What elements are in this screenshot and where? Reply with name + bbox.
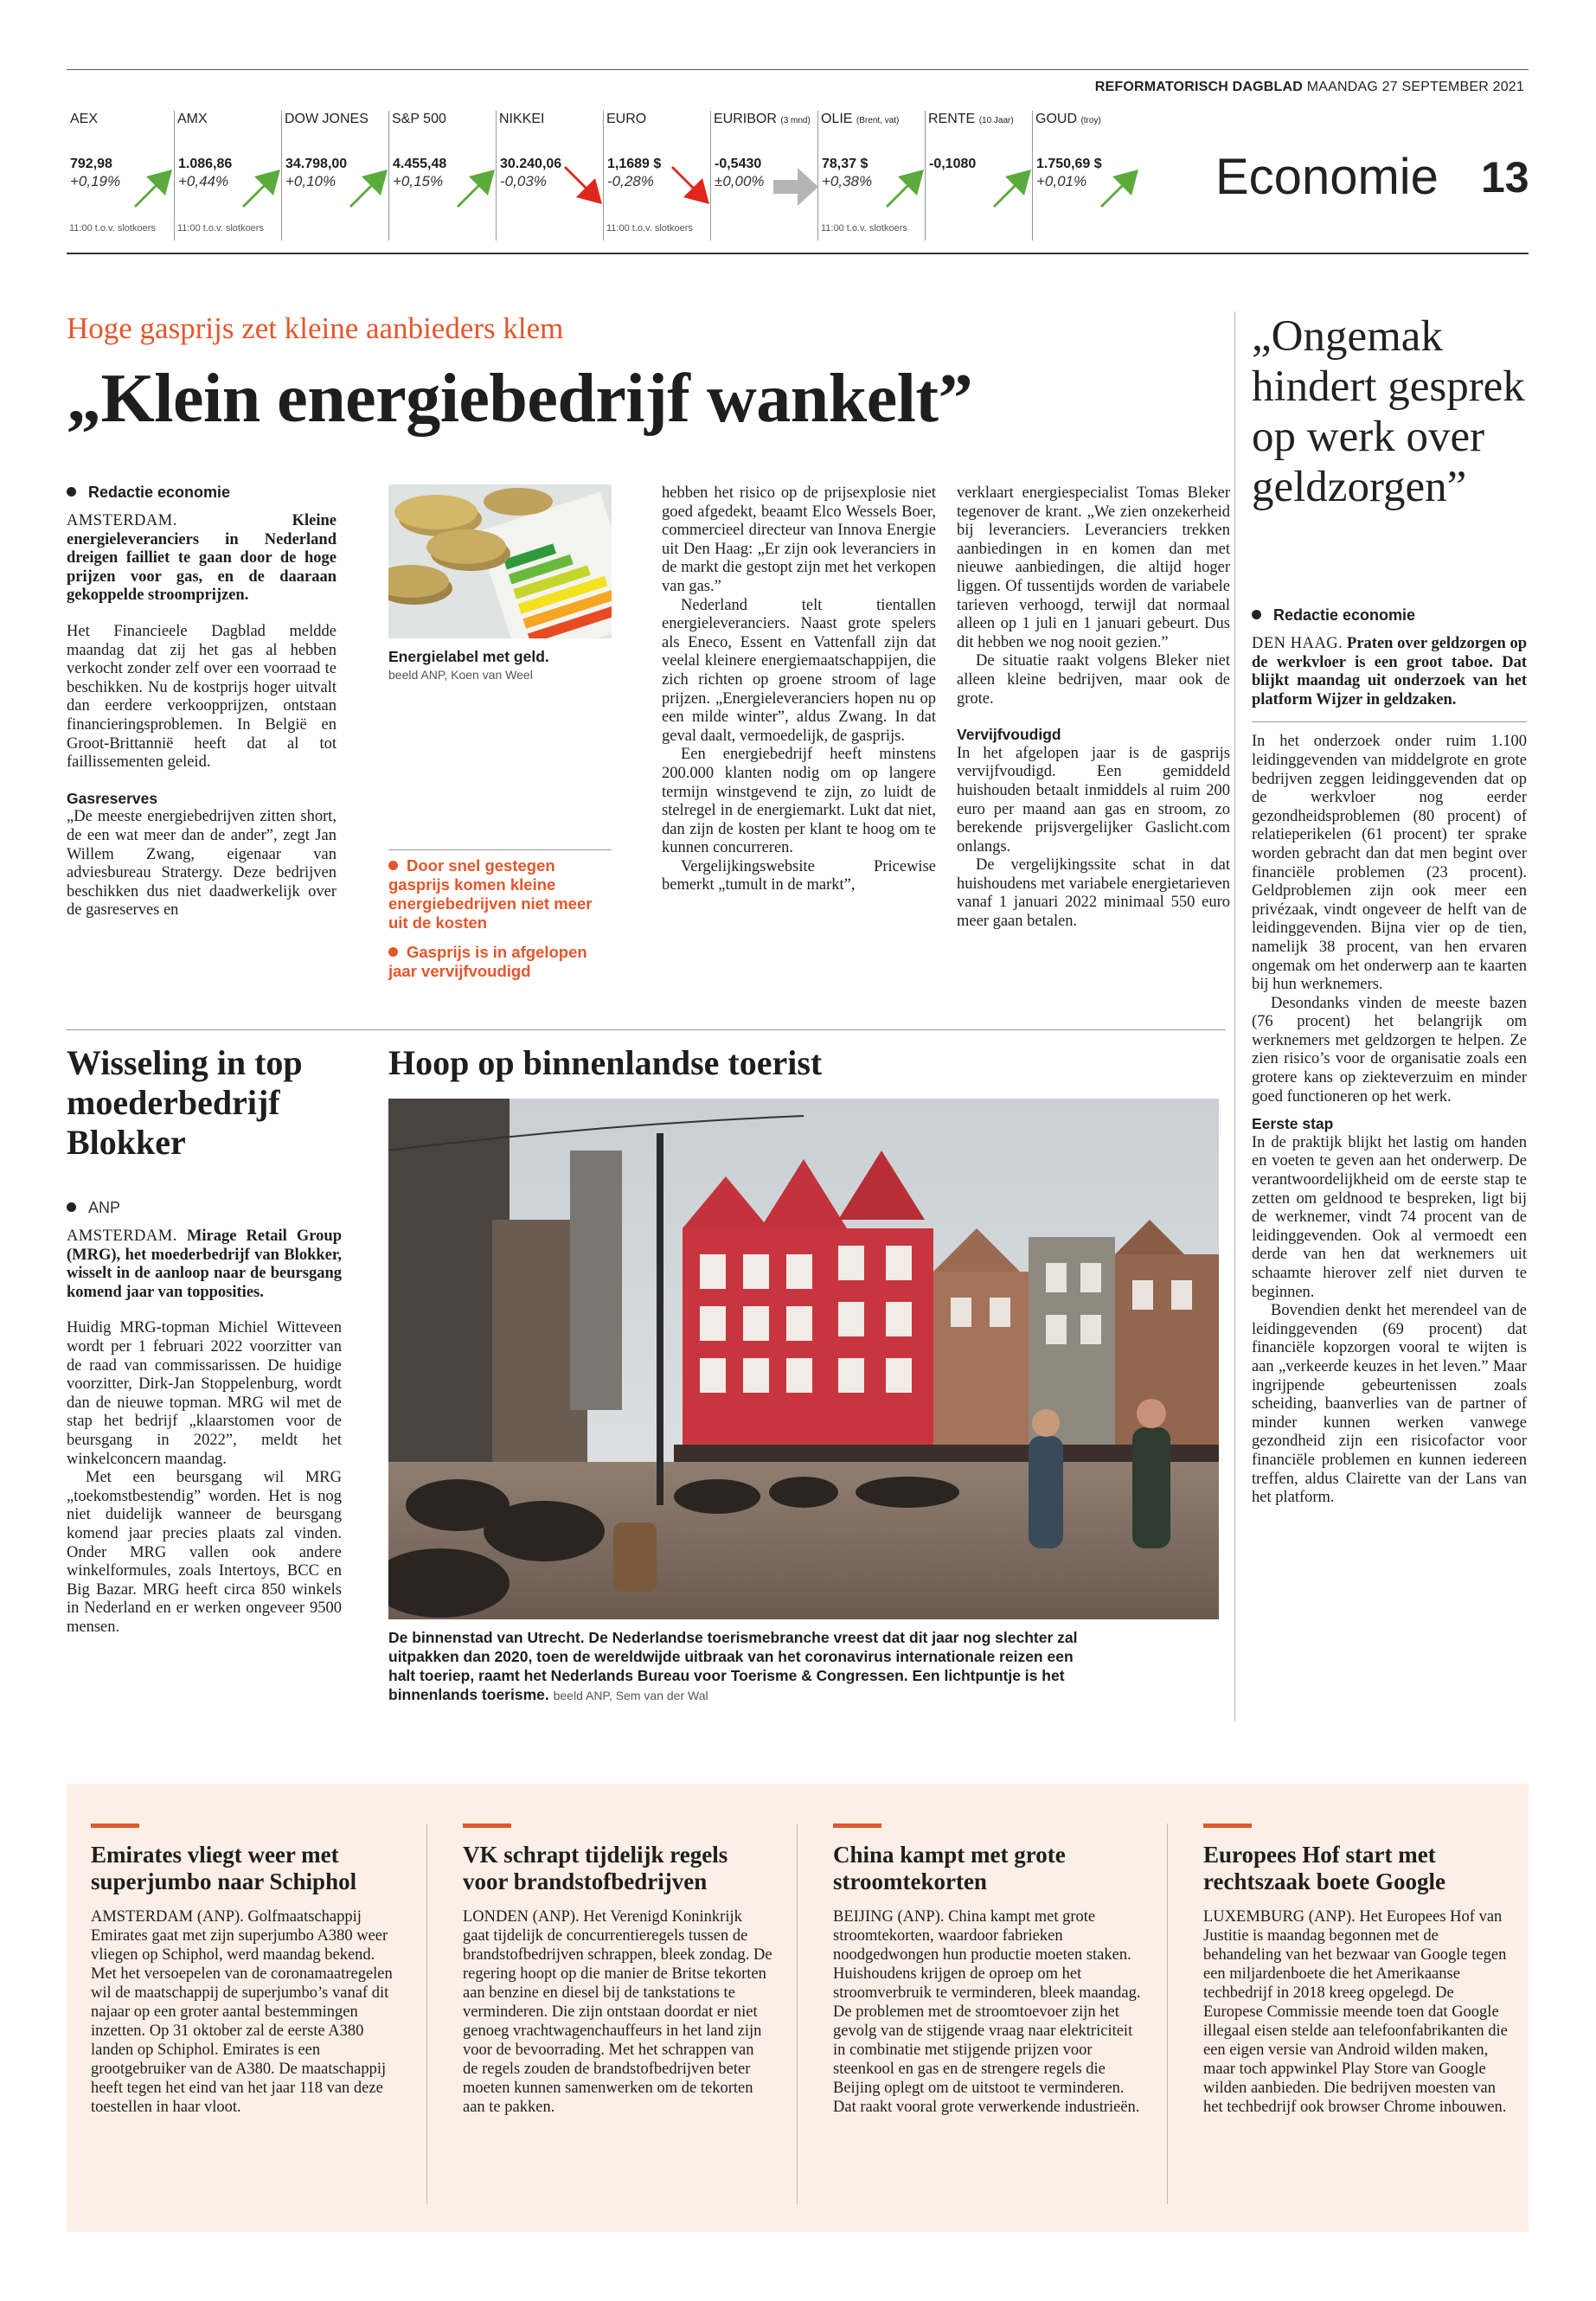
geldzorgen-article — [1252, 606, 1527, 1508]
issue-date: MAANDAG 27 SEPTEMBER 2021 — [1306, 80, 1524, 94]
down-arrow-icon — [661, 161, 713, 213]
ticker-note: 11:00 t.o.v. slotkoers — [69, 223, 156, 234]
article-column-1 — [67, 483, 337, 920]
blokker-headline: Wisseling in top moederbedrijf Blokker — [67, 1043, 303, 1162]
news-body: LUXEMBURG (ANP). Het Europees Hof van Justitie is maandag begonnen met de behandeling van het bezwaar van Google tegen een miljardenboete die het Amerikaanse techbedrijf in 2018 kreeg opgelegd. De Europese Commissie meende toen dat Google illegaal eisen stelde aan telefoonfabrikanten die een eigen versie van Android wilden maken, maar toch appwinkel Play Store van Google wilden aanbieden. Die bedrijven moesten van het techbedrijf ook browser Chrome inbouwen. — [1203, 1908, 1508, 2116]
ticker-note: 11:00 t.o.v. slotkoers — [606, 223, 693, 234]
ticker-dow-jones — [281, 111, 388, 240]
article-column-4 — [957, 484, 1230, 932]
ticker-value: -0,1080 — [929, 157, 977, 171]
news-brief-google — [1203, 1823, 1513, 2117]
dateline: AMSTERDAM. — [67, 512, 177, 529]
caption-title: Energielabel met geld. — [388, 648, 549, 665]
paragraph: Huidig MRG-topman Michiel Witteveen wordt per 1 februari 2022 voorzitter van de raad van commissarissen. De huidige voorzitter, Dirk-Jan Stoppelenburg, wordt dan de nieuwe topman. MRG wil met de stap het bedrijf „klaarstomen voor de beursgang in 2022”, meldt het winkelconcern maandag. — [67, 1319, 342, 1468]
news-body: BEIJING (ANP). China kampt met grote stroomtekorten, waardoor fabrieken noodgedwongen hun productie moeten staken. Huishoudens krijgen de oproep om het stroomverbruik te verminderen, bleek maandag. De problemen met de stroomtoevoer zijn het gevolg van de stijgende vraag naar elektriciteit in combinatie met stijgende prijzen voor steenkool en gas en de strengere regels die Beijing oplegt om de uitstoot te verminderen. Dat raakt vooral grote verwerkende industrieën. — [833, 1908, 1141, 2116]
bullet-dot-icon — [388, 861, 398, 870]
dateline: AMSTERDAM. — [67, 1227, 177, 1245]
utrecht-square-image — [388, 1099, 1219, 1619]
masthead — [1095, 80, 1524, 95]
bullet-dot-icon — [388, 947, 398, 957]
accent-bar — [463, 1823, 511, 1828]
up-arrow-icon — [875, 161, 927, 213]
byline — [67, 1198, 342, 1217]
news-title: Europees Hof start met rechtszaak boete Google — [1203, 1842, 1445, 1894]
ticker-change: +0,38% — [822, 173, 873, 189]
ticker-value: 1.086,86 — [178, 157, 233, 171]
section-title: Economie — [1215, 149, 1439, 205]
up-arrow-icon — [983, 161, 1035, 213]
ticker-sub: (3 mnd) — [780, 116, 811, 125]
accent-bar — [833, 1823, 881, 1828]
article-lead: Mirage Retail Group (MRG), het moederbedrijf van Blokker, wisselt in de aanloop naar de beursgang komend jaar van topposities. — [67, 1227, 342, 1301]
news-title: China kampt met grote stroomtekorten — [833, 1842, 1066, 1894]
photo-credit: beeld ANP, Koen van Weel — [388, 668, 533, 682]
up-arrow-icon — [232, 161, 284, 213]
ticker-value: 78,37 $ — [822, 157, 869, 171]
paragraph: hebben het risico op de prijsexplosie niet goed afgedekt, beaamt Elco Wessels Boer, commercieel directeur van Innova Energie uit Den Haag: „Er zijn ook leveranciers in de markt die gestopt zijn met het verkopen van gas.” — [662, 484, 936, 595]
byline-text: ANP — [88, 1199, 121, 1216]
photo-caption — [388, 647, 612, 683]
ticker-value: 792,98 — [70, 157, 112, 171]
ticker-euribor — [710, 111, 817, 240]
article-column-3 — [662, 484, 936, 895]
ticker-sub: (troy) — [1080, 116, 1101, 125]
bullets-rule — [388, 849, 612, 850]
news-title: VK schrapt tijdelijk regels voor brandstofbedrijven — [463, 1842, 728, 1894]
ticker-note: 11:00 t.o.v. slotkoers — [177, 223, 264, 234]
bullet-dot-icon — [67, 487, 76, 497]
down-arrow-icon — [554, 161, 606, 213]
ticker-euro — [603, 111, 710, 240]
paragraph: Desondanks vinden de meeste bazen (76 procent) het belangrijk om werknemers met geldzorgen te helpen. Ze zien risico’s voor de organisatie zoals een grotere kans op ziekteverzuim en minder goed functioneren op het werk. — [1252, 994, 1527, 1106]
accent-bar — [1203, 1823, 1252, 1828]
photo-credit: beeld ANP, Sem van der Wal — [553, 1689, 708, 1702]
paragraph: Met een beursgang wil MRG „toekomstbestendig” worden. Het is nog niet duidelijk wanneer de beursgang komend jaar precies plaats zal vinden. Onder MRG vallen ook andere winkelformules, zoals Intertoys, BCC en Big Bazar. MRG heeft circa 850 winkels in Nederland en er werken ongeveer 9500 mensen. — [67, 1469, 342, 1636]
bullet-dot-icon — [1252, 610, 1261, 619]
news-body: LONDEN (ANP). Het Verenigd Koninkrijk gaat tijdelijk de concurrentieregels tussen de brandstofbedrijven schrappen, bleek zondag. De regering hoopt op die manier de Britse tekorten aan benzine en diesel bij de tankstations te verminderen. Die zijn ontstaan doordat er niet genoeg vrachtwagenchauffeurs in het land zijn voor de bevoorrading. Met het schrappen van de regels zouden de brandstofbedrijven beter moeten kunnen samenwerken om de tekorten aan te pakken. — [463, 1908, 772, 2116]
paragraph: Vergelijkingswebsite Pricewise bemerkt „tumult in de markt”, — [662, 857, 936, 894]
ticker-sp500 — [388, 111, 496, 240]
ticker-change: +0,10% — [285, 173, 337, 189]
news-divider — [1167, 1823, 1168, 2204]
byline-text: Redactie economie — [1273, 606, 1416, 624]
toerist-caption: De binnenstad van Utrecht. De Nederlandse toerismebranche vreest dat dit jaar nog slechter zal uitpakken dan 2020, toen de wereldwijde uitbraak van het coronavirus internationale reizen een halt toeriep, raamt het Nederlands Bureau voor Toerisme & Congressen. Een lichtpuntje is het binnenlands toerisme. — [388, 1629, 1078, 1703]
article-divider — [67, 1029, 1226, 1030]
paragraph: In het afgelopen jaar is de gasprijs vervijfvoudigd. Een gemiddeld huishouden betaalt inmiddels al ruim 200 euro per maand aan gas en stroom, zo berekende prijsvergelijker Gaslicht.com onlangs. — [957, 744, 1230, 856]
article-kicker: Hoge gasprijs zet kleine aanbieders klem — [67, 311, 564, 345]
ticker-value: 30.240,06 — [500, 157, 562, 171]
ticker-sub: (10 Jaar) — [978, 116, 1014, 125]
ticker-value: 1.750,69 $ — [1036, 157, 1102, 171]
ticker-change: ±0,00% — [715, 173, 765, 189]
ticker-value: 4.455,48 — [393, 157, 447, 171]
ticker-change: +0,19% — [70, 173, 121, 189]
geldzorgen-quote: „Ongemak hindert gesprek op werk over geldzorgen” — [1252, 312, 1525, 511]
paragraph: De vergelijkingssite schat in dat huishoudens met variabele energietarieven vanaf 1 januari 2022 minimaal 550 euro meer gaan betalen. — [957, 856, 1230, 931]
toerist-caption-block — [388, 1628, 1080, 1704]
ticker-note: 11:00 t.o.v. slotkoers — [821, 223, 907, 234]
highlight-item — [388, 856, 612, 933]
paragraph: Nederland telt tientallen energieleveranciers. Naast grote spelers als Eneco, Essent en Vattenfall zijn dat veelal kleinere energiemaatschappijen, die zich richten op groene stroom of lage prijzen. „Energieleveranciers hopen nu op een milde winter”, aldus Zwang. In dat geval daalt, vermoedelijk, de gasprijs. — [662, 596, 936, 745]
energy-label-photo — [388, 484, 612, 638]
column-divider — [1234, 311, 1235, 1721]
bullet-dot-icon — [67, 1202, 76, 1212]
ticker-name: RENTE — [928, 112, 976, 126]
dateline: DEN HAAG. — [1252, 635, 1343, 652]
ticker-name: AEX — [70, 112, 99, 126]
ticker-goud — [1032, 111, 1139, 240]
flat-arrow-icon — [768, 161, 820, 213]
ticker-change: -0,28% — [607, 173, 654, 189]
ticker-name: NIKKEI — [499, 112, 545, 126]
ticker-change: +0,01% — [1036, 173, 1087, 189]
ticker-name: S&P 500 — [392, 112, 446, 126]
article-lead: Kleine energieleveranciers in Nederland dreigen failliet te gaan door de hoge prijzen voor gas, en de daaraan gekoppelde stroomprijzen. — [67, 512, 337, 605]
lead-rule — [1252, 721, 1527, 722]
ticker-name: OLIE — [821, 112, 853, 126]
energy-label-image — [388, 484, 612, 638]
ticker-name: GOUD — [1035, 112, 1077, 126]
byline — [1252, 606, 1527, 625]
news-brief-vk — [463, 1823, 772, 2117]
ticker-value: 34.798,00 — [285, 157, 348, 171]
highlight-text: Door snel gestegen gasprijs komen kleine energiebedrijven niet meer uit de kosten — [388, 856, 593, 932]
ticker-amx — [174, 111, 281, 240]
ticker-change: +0,15% — [393, 173, 444, 189]
paragraph: De situatie raakt volgens Bleker niet alleen kleine bedrijven, maar ook de grote. — [957, 652, 1230, 708]
subheading: Gasreserves — [67, 789, 158, 807]
byline — [67, 483, 337, 502]
article-lead: Praten over geldzorgen op de werkvloer is een groot taboe. Dat blijkt maandag uit onderzoek van het platform Wijzer in geldzaken. — [1252, 635, 1527, 708]
top-rule — [67, 69, 1529, 70]
page-number: 13 — [1481, 153, 1529, 202]
highlight-item — [388, 943, 612, 981]
ticker-name: EURIBOR — [714, 112, 777, 126]
ticker-nikkei — [496, 111, 603, 240]
news-title: Emirates vliegt weer met superjumbo naar Schiphol — [91, 1842, 357, 1894]
news-divider — [797, 1823, 798, 2204]
highlight-text: Gasprijs is in afgelopen jaar vervijfvoudigd — [388, 943, 587, 980]
paragraph: Bovendien denkt het merendeel van de leidinggevenden (69 procent) dat financiële kopzorgen vooral te wijten is aan „verkeerde keuzes in het leven.” Maar ingrijpende gebeurtenissen zoals scheiding, baanverlies van de partner of minder kunnen werken vanwege gezondheid zijn een risicofactor voor financiële problemen en kunnen iedereen treffen, aldus Clairette van der Lans van het platform. — [1252, 1302, 1527, 1507]
ticker-name: EURO — [606, 112, 647, 126]
subheading: Vervijfvoudigd — [957, 726, 1061, 744]
paragraph: Het Financieele Dagblad meldde maandag dat zij het gas al hebben verkocht zonder zelf over een voorraad te beschikken. Nu de kostprijs hoger uitvalt dan eerdere verkoopprijzen, ontstaan financieringsproblemen. In België en Groot-Brittannië heeft dat al tot faillissementen geleid. — [67, 622, 337, 772]
up-arrow-icon — [124, 161, 176, 213]
toerist-headline: Hoop op binnenlandse toerist — [388, 1043, 823, 1082]
ticker-name: DOW JONES — [285, 112, 369, 126]
paragraph: In de praktijk blijkt het lastig om handen en voeten te geven aan het onderwerp. De verantwoordelijkheid om de eerste stap te zetten om geldnood te bespreken, ligt bij de werknemer, vindt 74 procent van de leidinggevenden. Ook al vermoedt een derde van hen dat werknemers uit schaamte hierover zelf niet durven te beginnen. — [1252, 1133, 1527, 1301]
paragraph: verklaart energiespecialist Tomas Bleker tegenover de krant. „We zien onzekerheid bij leveranciers. Leveranciers trekken aanbiedingen in en komen dan met nieuwe aanbiedingen, die altijd hoger liggen. Of tussentijds worden de variabele tarieven verhoogd, terwijl dat normaal alleen op 1 juli en 1 januari gebeurt. Dus dit hebben we nog nooit gezien.” — [957, 484, 1230, 651]
ticker-olie — [817, 111, 925, 240]
paragraph: Een energiebedrijf heeft minstens 200.000 klanten nodig om op langere termijn winstgevend te zijn, zo luidt de stelregel in de energiemarkt. Lukt dat niet, dan zijn de kosten per klant te hoog om te kunnen concurreren. — [662, 746, 936, 857]
up-arrow-icon — [446, 161, 498, 213]
ticker-change: +0,44% — [178, 173, 229, 189]
ticker-sub: (Brent, vat) — [856, 116, 900, 125]
ticker-value: -0,5430 — [715, 157, 762, 171]
accent-bar — [91, 1823, 139, 1828]
article-headline: „Klein energiebedrijf wankelt” — [67, 361, 973, 437]
ticker-name: AMX — [177, 112, 208, 126]
header-rule — [67, 253, 1529, 254]
ticker-aex — [67, 111, 174, 240]
news-body: AMSTERDAM (ANP). Golfmaatschappij Emirates gaat met zijn superjumbo A380 weer vliegen op Schiphol, werd maandag bekend. Met het versoepelen van de coronamaatregelen wil de maatschappij de superjumbo’s vanaf dit najaar op een groter aantal bestemmingen inzetten. Op 31 oktober zal de eerste A380 landen op Schiphol. Emirates is een grootgebruiker van de A380. De maatschappij heeft tegen het eind van het jaar 118 van deze toestellen in haar vloot. — [91, 1908, 393, 2116]
utrecht-photo — [388, 1099, 1219, 1619]
up-arrow-icon — [1090, 161, 1142, 213]
subheading: Eerste stap — [1252, 1115, 1334, 1133]
ticker-value: 1,1689 $ — [607, 157, 662, 171]
news-divider — [426, 1823, 427, 2204]
ticker-change: -0,03% — [500, 173, 547, 189]
market-ticker — [67, 111, 1102, 240]
byline-text: Redactie economie — [88, 484, 231, 501]
ticker-rente — [925, 111, 1032, 240]
news-brief-emirates — [91, 1823, 401, 2117]
paragraph: In het onderzoek onder ruim 1.100 leidinggevenden van middelgrote en grote bedrijven zeggen leidinggevenden dat op de werkvloer nog eerder gezondheidsproblemen (80 procent) of relatieperikelen (61 procent) ter sprake worden gebracht dan dat men begint over financiële problemen (23 procent). Geldproblemen zijn ook meer een privézaak, vindt ongeveer de helft van de leidinggevenden. Bijna vier op de tien, namelijk 38 procent, van hen ervaren ongemak om het onderwerp aan te kaarten bij hun werknemers. — [1252, 733, 1527, 994]
news-brief-china — [833, 1823, 1143, 2117]
blokker-article — [67, 1198, 342, 1637]
paragraph: „De meeste energiebedrijven zitten short, de een wat meer dan de ander”, zegt Jan Willem Zwang, eigenaar van adviesbureau Stratergy. Deze bedrijven beschikken dus niet daadwerkelijk over de gasreserves en — [67, 808, 337, 920]
paper-name: REFORMATORISCH DAGBLAD — [1094, 80, 1304, 94]
up-arrow-icon — [339, 161, 391, 213]
article-highlights — [388, 856, 612, 991]
